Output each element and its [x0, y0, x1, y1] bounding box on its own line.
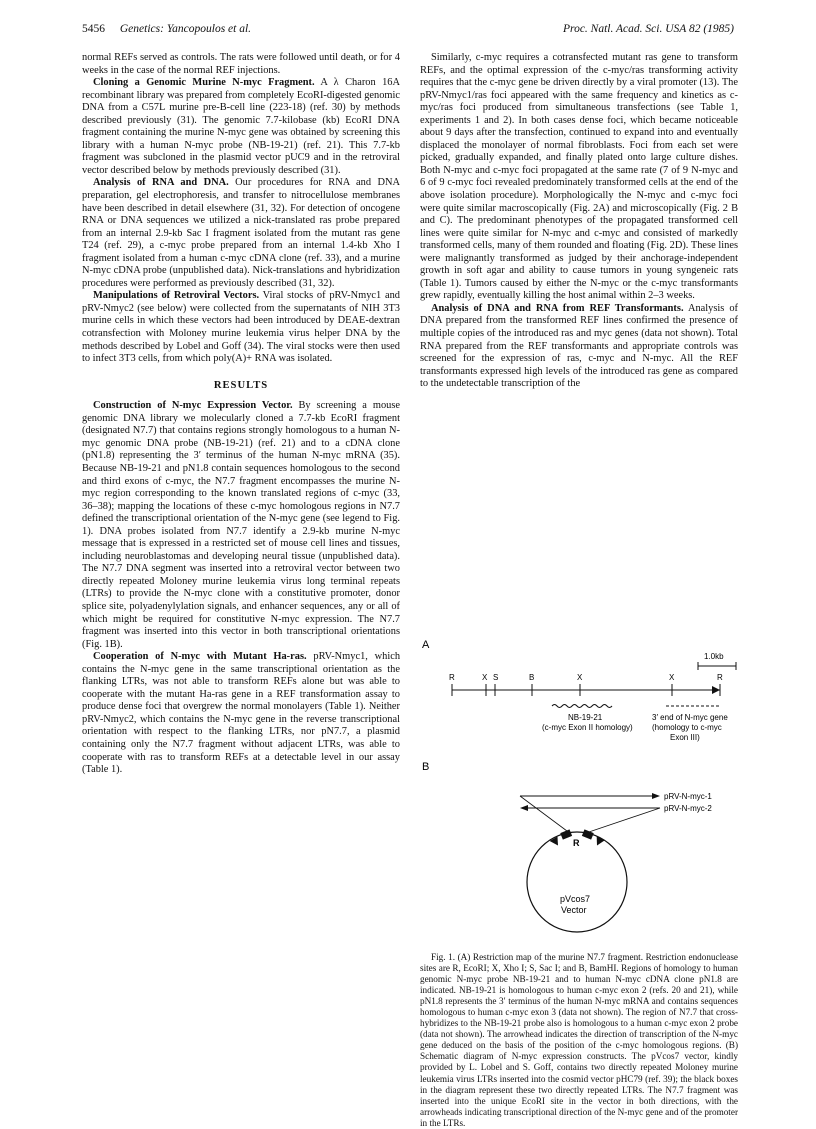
paragraph: normal REFs served as controls. The rats were followed until death, or for 4 weeks in the case of the normal REF injections. [82, 52, 400, 76]
run-in-heading: Construction of N-myc Expression Vector. [93, 400, 293, 412]
paragraph-retroviral [82, 290, 400, 365]
run-in-heading: Analysis of RNA and DNA. [93, 177, 229, 189]
probe-label-note: (c-myc Exon II homology) [542, 723, 633, 732]
section-title-results: RESULTS [213, 379, 269, 391]
paragraph-cooperation [82, 651, 400, 776]
paragraph-text: Viral stocks of pRV-Nmyc1 and pRV-Nmyc2 (see below) were collected from the supernatants of NIH 3T3 murine cells in which these vectors had been introduced by DEAE-dextran cotransfection with Moloney murine leukemia virus helper DNA by the methods described by Lobel and Goff (34). The viral stocks were then used to infect 3T3 cells, from which poly(A)+ RNA was isolated. [82, 290, 400, 365]
site-label-b: B [529, 673, 535, 682]
arrowhead-icon [520, 805, 528, 811]
figure-1-diagram [420, 620, 738, 952]
paragraph-text: By screening a mouse genomic DNA library we molecularly cloned a 7.7-kb EcoRI fragment (designated N7.7) that contains regions strongly homologous to a human N-myc genomic DNA probe (NB-19-21) (ref. 21) and to a cDNA clone (pN1.8) representing the 3′ terminus of the human N-myc mRNA (35). Because NB-19-21 and pN1.8 contain sequences homologous to the second and third exons of c-myc, the N7.7 fragment encompasses the murine N-myc region corresponding to the known translated regions of c-myc (33, 36–38); mapping the locations of these c-myc homologous regions in N7.7 defined the transcriptional orientation of the N-myc gene (see legend to Fig. 1). DNA probes isolated from N7.7 identify a 2.9-kb murine N-myc message that is expressed in a restricted set of mouse cell lines and tissues, including neuroblastomas and developing neural tissue (unpublished data). The N7.7 DNA segment was inserted into a retroviral vector between two directly repeated Moloney murine leukemia virus long terminal repeats (LTRs) to provide the N-myc clone with a constitutive promoter, donor splice site, polyadenylylation signals, and enhancer sequences, any or all of which might be required for constitutive N-myc expression. The N7.7 fragment was inserted into this vector in both transcriptional orientations (Fig. 1B). [82, 400, 400, 650]
paragraph-construction [82, 400, 400, 651]
nb-19-21-homology-region [552, 705, 612, 708]
vector-name-label: pVcos7 [560, 894, 591, 904]
paragraph-text: pRV-Nmyc1, which contains the N-myc gene in the same transcriptional orientation as the flanking LTRs, was not able to transform REFs alone but was able to cooperate with the mutant Ha-ras gene in a REF transformation assay to produce dense foci that overgrew the normal monolayers (Table 1). Neither pRV-Nmyc2, which contains the N-myc gene in the reverse transcriptional orientation with respect to the flanking LTRs, nor pN7.7, a plasmid containing only the N7.7 fragment without adjacent LTRs, was able to cooperate with ras to transform REFs at a detectable level in our assay (Table 1). [82, 651, 401, 776]
construct-1-label: pRV-N-myc-1 [664, 792, 712, 801]
insert-line [520, 796, 571, 834]
paragraph-text: A λ Charon 16A recombinant library was prepared from completely EcoRI-digested genomic DNA from a C57L murine pre-B-cell line (223-18) (ref. 30) by methods described previously (31). The genomic 7.7-kilobase (kb) EcoRI DNA fragment containing the murine N-myc gene was obtained by screening this library with a human N-myc probe (NB-19-21) (ref. 21). This 7.7-kb fragment was subcloned in the plasmid vector pUC9 and in the retroviral vector described below by methods previously described (31). [82, 77, 400, 176]
arrowhead-icon [652, 793, 660, 799]
end-label: 3′ end of N-myc gene [652, 713, 728, 722]
site-label-x: X [577, 673, 583, 682]
ltr-arrowhead-icon [550, 837, 562, 848]
page-number: 5456 [82, 23, 105, 35]
site-label-r: R [449, 673, 455, 682]
run-in-heading: Cooperation of N-myc with Mutant Ha-ras. [93, 651, 307, 663]
construct-2-label: pRV-N-myc-2 [664, 804, 712, 813]
insert-site-label: R [573, 838, 580, 848]
end-label-note: (homology to c-myc [652, 723, 722, 732]
vector-label: Vector [561, 905, 587, 915]
insert-line [583, 808, 660, 834]
panel-a-label: A [422, 639, 430, 651]
paragraph-text: Analysis of DNA prepared from the transformed REF lines confirmed the presence of multiple copies of the introduced ras and myc genes (data not shown). Total RNA prepared from the REF transformants and appropriate controls was screened for the expression of ras, c-myc and N-myc. All the REF transformants expressed high levels of the introduced ras gene as compared to the undetectable transcription of the [420, 302, 738, 390]
caption-text: Fig. 1. (A) Restriction map of the murine N7.7 fragment. Restriction endonuclease sites are R, EcoRI; X, Xho I; S, Sac I; and B, BamHI. Regions of homology to human genomic N-myc probe NB-19-21 and to human N-myc cDNA clone pN1.8 are indicated. NB-19-21 is homologous to human c-myc exon 2 (refs. 20 and 21), while pN1.8 represents the 3′ terminus of the human N-myc mRNA and contains sequences homologous to human c-myc exon 3 (data not shown). The region of N7.7 that cross-hybridizes to the NB-19-21 probe also is homologous to a human c-myc exon 2 probe (data not shown). The arrowhead indicates the direction of transcription of the N-myc gene deduced on the basis of the position of the c-myc homologous regions. (B) Schematic diagram of N-myc expression constructs. The pVcos7 vector, kindly provided by L. Lobel and S. Goff, contains two directly repeated Moloney murine leukemia virus LTRs inserted into the cosmid vector pHC79 (ref. 39); the black boxes in the diagram represent these two directly repeated LTRs. The N7.7 fragment was inserted into the unique EcoRI site in the vector in both directions, with the arrowheads indicating transcriptional direction of the N-myc gene and of the promoter in the LTRs. [420, 952, 738, 1128]
paragraph-cloning [82, 77, 400, 177]
header-left [82, 23, 251, 35]
left-column [82, 52, 400, 777]
run-in-heading: Cloning a Genomic Murine N-myc Fragment. [93, 77, 315, 89]
right-column [420, 52, 738, 391]
ltr-arrowhead-icon [593, 836, 605, 847]
paragraph-ref-analysis [420, 303, 738, 391]
paragraph-text: Our procedures for RNA and DNA preparation, gel electrophoresis, and transfer to nitrocellulose membranes have been described in detail elsewhere (31, 32). For detection of oncogene RNA or DNA sequences we utilized a nick-translated ras probe prepared from an internal 2.9-kb Sac I fragment isolated from the mutant ras gene T24 (ref. 29), a c-myc probe prepared from an internal 1.4-kb Xho I fragment isolated from a human c-myc cDNA clone (ref. 33), and a murine N-myc cDNA probe (unpublished data). Nick-translations and hybridization procedures were performed as previously described (31, 32). [82, 177, 400, 289]
run-in-heading: Analysis of DNA and RNA from REF Transformants. [431, 302, 684, 314]
probe-label: NB-19-21 [568, 713, 603, 722]
figure-caption [420, 952, 738, 1129]
transcription-arrowhead-icon [712, 686, 720, 694]
site-label-x: X [669, 673, 675, 682]
panel-b-label: B [422, 761, 430, 773]
end-label-note: Exon III) [670, 733, 700, 742]
running-title: Genetics: Yancopoulos et al. [119, 23, 252, 35]
paragraph-analysis [82, 177, 400, 290]
journal-citation: Proc. Natl. Acad. Sci. USA 82 (1985) [563, 23, 734, 35]
run-in-heading: Manipulations of Retroviral Vectors. [93, 290, 260, 302]
page-header [82, 23, 734, 39]
site-label-x: X [482, 673, 488, 682]
site-label-r: R [717, 673, 723, 682]
figure-1 [420, 620, 738, 952]
paragraph: Similarly, c-myc requires a cotransfected mutant ras gene to transform REFs, and the optimal expression of the c-myc/ras transforming activity requires that the c-myc gene be driven directly by a viral promoter (13). The pRV-Nmyc1/ras foci appeared with the same frequency and kinetics as c-myc/ras foci produced from simultaneous transfections (see Table 1, experiments 1 and 2). In both cases dense foci, which became noticeable about 9 days after the transfection, continued to expand into and eventually displaced the monolayer of normal fibroblasts. Foci from each set were picked, gradually expanded, and finally plated onto large culture dishes. Both N-myc and c-myc foci propagated at the same rate (7 of 9 N-myc and 6 of 9 c-myc foci revealed predominately transformed cells at the end of the above isolation procedure). Morphologically the N-myc and c-myc foci were quite similar macroscopically (Fig. 2A) and microscopically (Fig. 2 B and C). The predominant phenotypes of the propagated transformed cell lines were quite similar for N-myc and c-myc and consisted of markedly transformed cells, many of them rounded and floating (Fig. 2D). These lines were malignantly transformed as judged by their anchorage-independent growth in soft agar and ability to cause tumors in young syngeneic rats (Table 1). Tumors caused by either the N-myc or the c-myc transformants grew rapidly, eventually killing the host animal within 2–3 weeks. [420, 52, 738, 302]
scale-label: 1.0kb [704, 652, 724, 661]
site-label-s: S [493, 673, 499, 682]
ltr-box [560, 829, 572, 839]
